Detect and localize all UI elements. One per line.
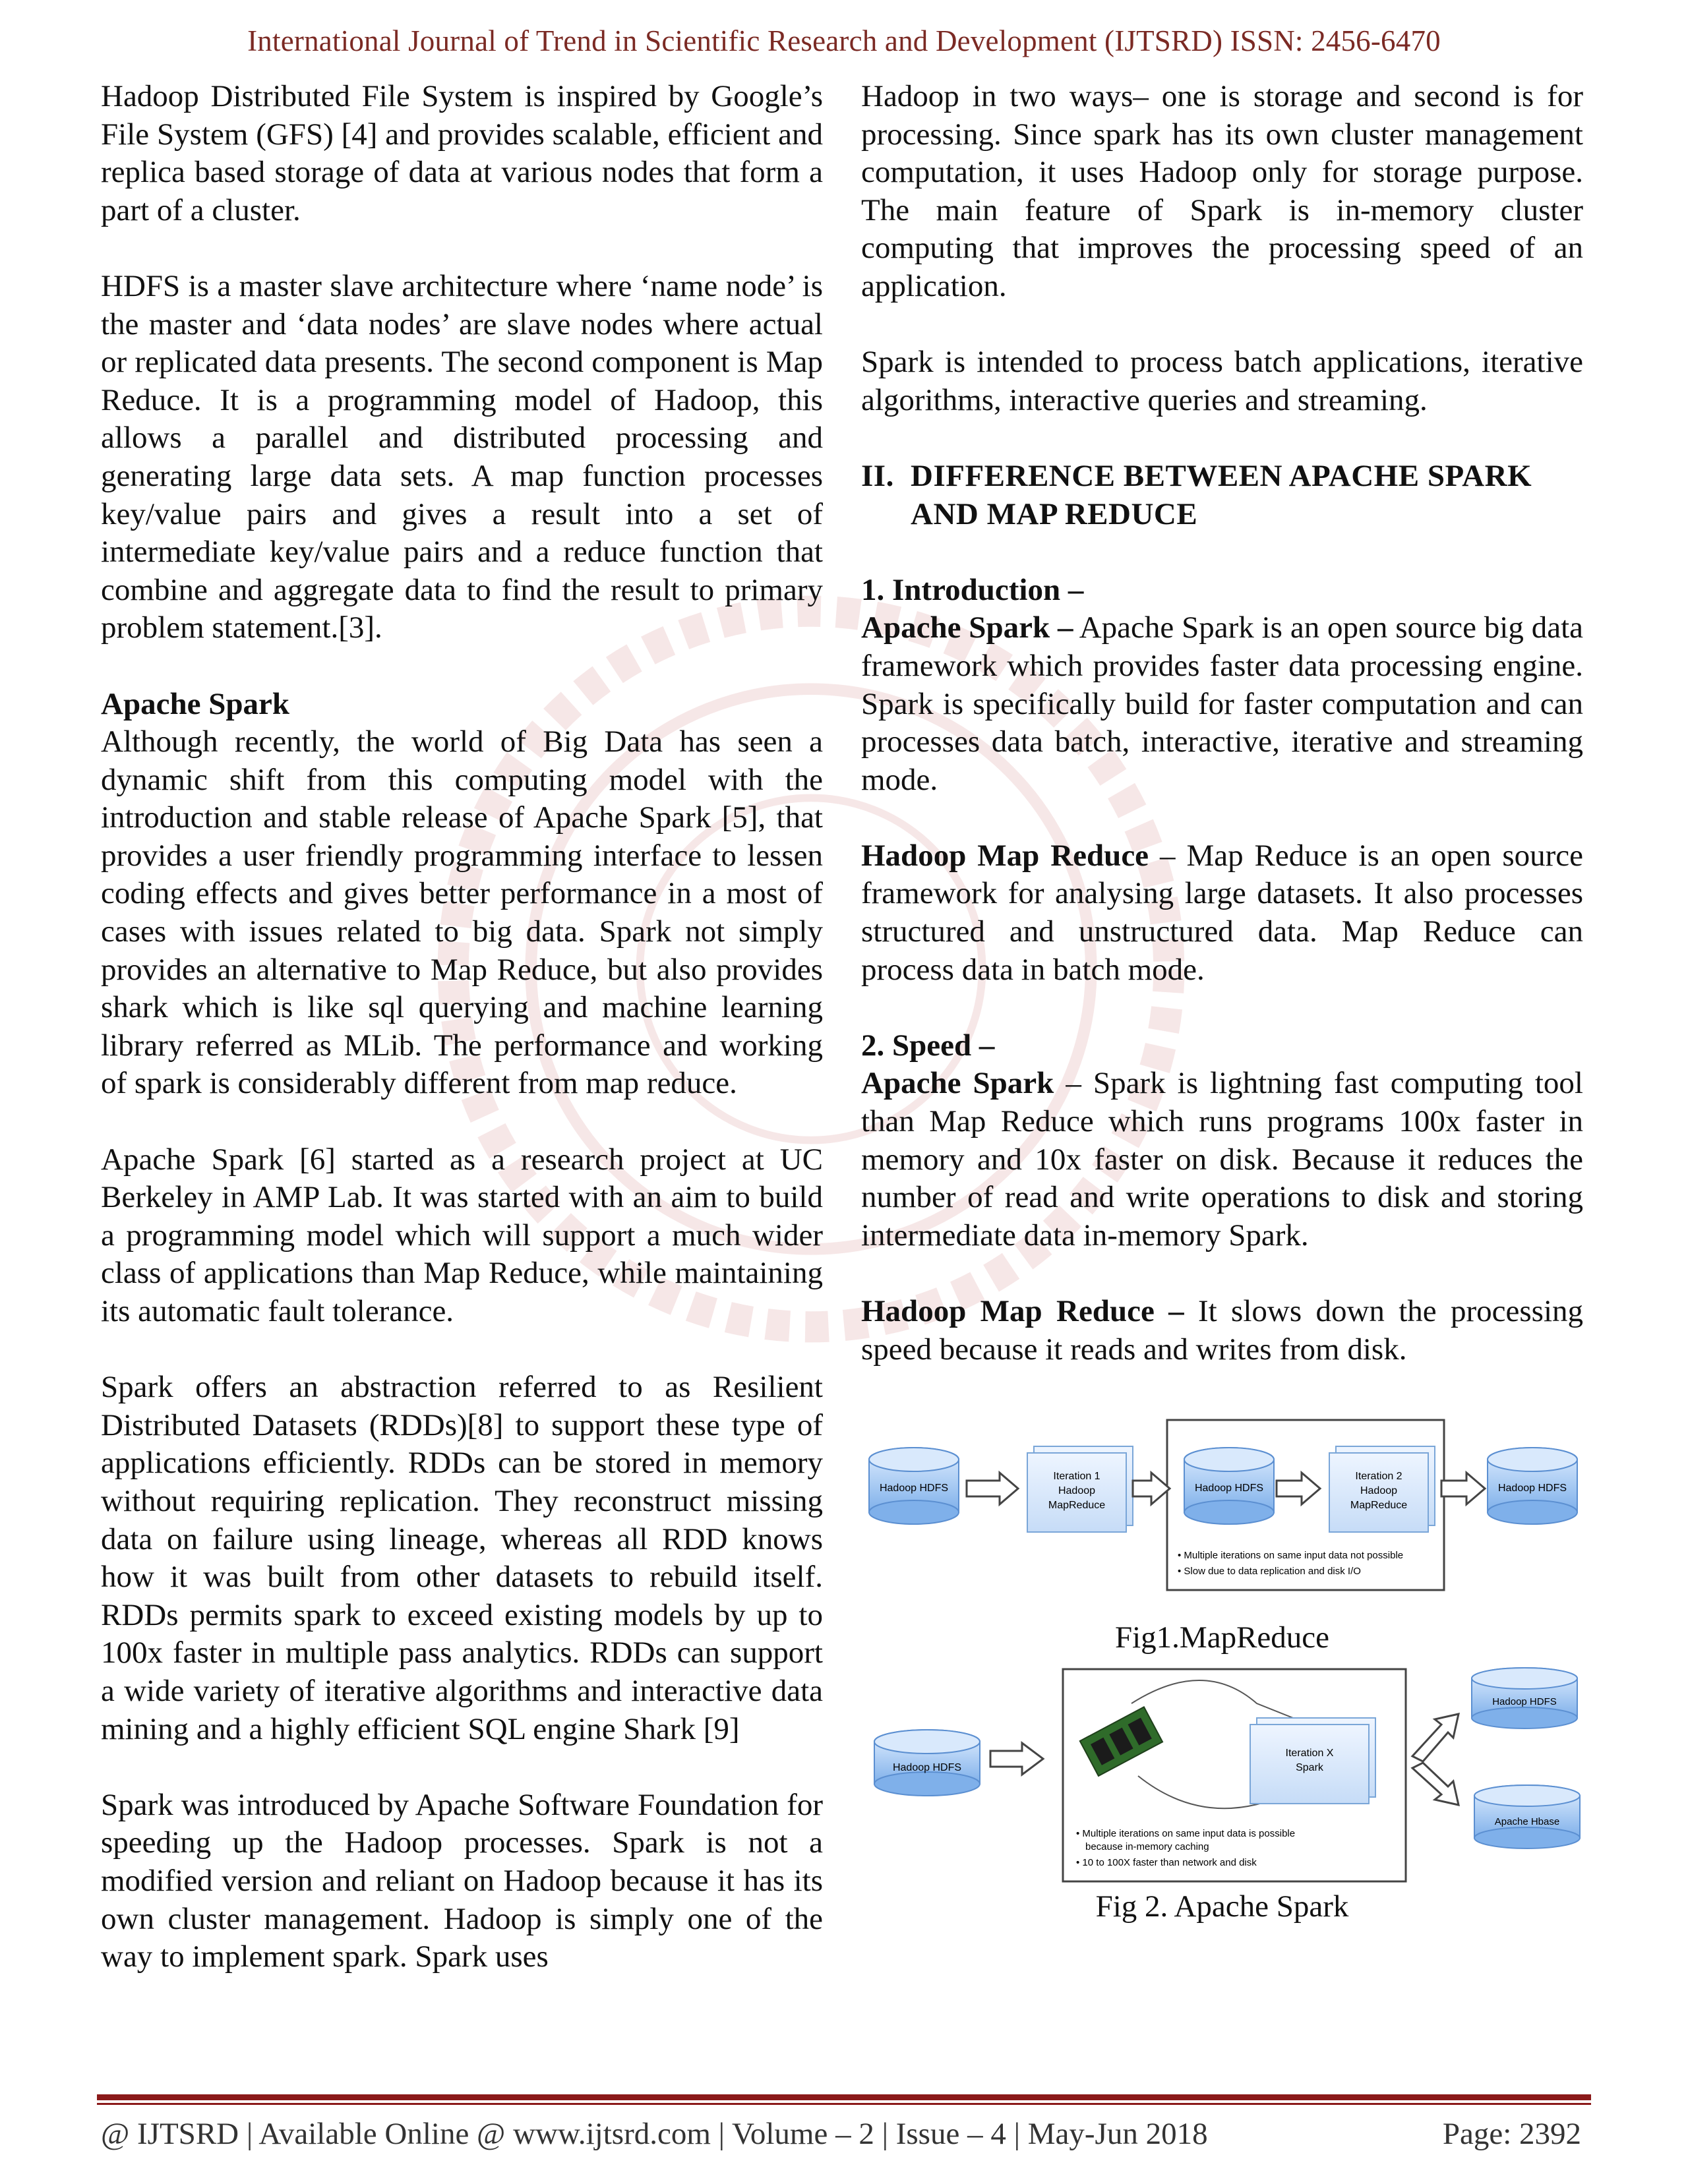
arrow-up-right-icon: [1412, 1714, 1459, 1761]
paragraph: HDFS is a master slave architecture where ‘name node’ is the master and ‘data nodes’ are slave nodes where actual or replicated data presents. The second component is Map Reduce. It is a programming model of Hadoop, this allows a parallel and distributed processing and generating large data sets. A map function processes key/value pairs and gives a result into a set of intermediate key/value pairs and a reduce function that combine and aggregate data to find the result to primary problem statement.[3].: [101, 268, 823, 645]
term-text: Apache Spark is an open source big data framework which provides faster data processing engine. Spark is specifically build for faster computation and can processes data batch, interactive, iterative and streaming mode.: [861, 610, 1583, 797]
hdfs-cylinder-icon: [869, 1448, 959, 1524]
figure-note: • 10 to 100X faster than network and disk: [1076, 1856, 1257, 1868]
iteration-label: Spark: [1296, 1761, 1323, 1773]
hdfs-label: Hadoop HDFS: [1497, 1483, 1567, 1494]
arrow-right-icon: [967, 1473, 1018, 1504]
hdfs-cylinder-icon: [1488, 1448, 1577, 1524]
paragraph: Spark offers an abstraction referred to as Resilient Distributed Datasets (RDDs)[8] to support these type of applications efficiently. RDDs can be stored in memory without requiring replication. They reconstruct missing data on failure using lineage, whereas all RDD knows how it was built from other datasets to rebuild itself. RDDs permits spark to exceed existing models by up to 100x faster in multiple pass analytics. RDDs can support a wide variety of iterative algorithms and interactive data mining and a highly efficient SQL engine Shark [9]: [101, 1370, 823, 1746]
hdfs-label: Hadoop HDFS: [892, 1761, 962, 1773]
arrow-down-right-icon: [1412, 1763, 1459, 1805]
hdfs-label: Hadoop HDFS: [879, 1483, 949, 1494]
iteration-label: Iteration 1: [1053, 1471, 1100, 1483]
term-text: – Map Reduce is an open source framework for analysing large datasets. It also processes structured and unstructured data. Map Reduce can process data in batch mode.: [861, 838, 1583, 987]
figure-note: because in-memory caching: [1085, 1841, 1209, 1852]
paragraph: Although recently, the world of Big Data has seen a dynamic shift from this computing model with the introduction and stable release of Apache Spark [5], that provides a user friendly programming interface to lessen coding effects and gives better performance in a most of cases with issues related to big data. Spark not simply provides an alternative to Map Reduce, but also provides shark which is like sql querying and machine learning library referred as MLib. The performance and working of spark is considerably different from map reduce.: [101, 724, 823, 1101]
iteration-label: MapReduce: [1048, 1500, 1106, 1512]
subsection-heading: 1. Introduction –: [861, 572, 1084, 607]
figure-mapreduce: [861, 1415, 1583, 1657]
figure-caption: Fig1.MapReduce: [1114, 1620, 1330, 1655]
term-label: Hadoop Map Reduce: [861, 838, 1149, 873]
hbase-cylinder-icon: [1474, 1785, 1580, 1848]
paragraph: Hadoop in two ways– one is storage and second is for processing. Since spark has its own cluster management computation, it uses Hadoop only for storage purpose. The main feature of Spark is in-memory cluster computing that improves the processing speed of an application.: [861, 79, 1583, 303]
term-text: – Spark is lightning fast computing tool than Map Reduce which runs programs 100x faster in memory and 10x faster on disk. Because it reduces the number of read and write operations to disk and storing intermediate data in-memory Spark.: [861, 1066, 1583, 1253]
iteration-2-box: [1329, 1446, 1435, 1532]
right-column: [861, 78, 1583, 1926]
page-footer: [101, 2116, 1581, 2152]
figure-note: • Multiple iterations on same input data not possible: [1178, 1550, 1404, 1562]
arrow-right-icon: [990, 1743, 1043, 1775]
hbase-label: Apache Hbase: [1494, 1815, 1560, 1827]
iteration-label: Iteration 2: [1355, 1471, 1402, 1483]
hdfs-cylinder-icon: [874, 1730, 980, 1796]
footer-rule: [97, 2103, 1591, 2105]
section-heading: [861, 457, 1583, 533]
paragraph: [861, 609, 1583, 799]
arrow-right-icon: [1133, 1473, 1170, 1504]
page-number: Page: 2392: [1442, 2117, 1581, 2151]
paragraph: Apache Spark [6] started as a research project at UC Berkeley in AMP Lab. It was started with an aim to build a programming model which will support a much wider class of applications than Map Reduce, while maintaining its automatic fault tolerance.: [101, 1142, 823, 1328]
paragraph: Spark was introduced by Apache Software Foundation for speeding up the Hadoop processes. Spark is not a modified version and reliant on Hadoop because it has its own cluster management. Hadoop is simply one of the way to implement spark. Spark uses: [101, 1787, 823, 1974]
footer-rule: [97, 2094, 1591, 2100]
paragraph: [861, 837, 1583, 989]
iteration-1-box: [1027, 1446, 1133, 1532]
figure-note: • Slow due to data replication and disk I/O: [1178, 1566, 1361, 1578]
term-text: It slows down the processing speed because it reads and writes from disk.: [861, 1294, 1583, 1367]
term-label: Apache Spark –: [861, 610, 1073, 645]
mapreduce-diagram: [861, 1415, 1583, 1619]
iteration-label: Iteration X: [1285, 1747, 1334, 1759]
hdfs-label: Hadoop HDFS: [1492, 1696, 1557, 1707]
figure-apache-spark: [861, 1664, 1583, 1926]
subsection-heading: 2. Speed –: [861, 1028, 995, 1063]
iteration-label: Hadoop: [1058, 1485, 1096, 1497]
arrow-right-icon: [1441, 1473, 1485, 1504]
iteration-x-box: [1250, 1718, 1375, 1804]
iteration-label: MapReduce: [1350, 1500, 1408, 1512]
spark-diagram: [861, 1664, 1583, 1888]
journal-header: International Journal of Trend in Scientific Research and Development (IJTSRD) ISSN: 2456-6470: [247, 24, 1441, 57]
hdfs-cylinder-icon: [1472, 1668, 1577, 1728]
term-label: Hadoop Map Reduce –: [861, 1294, 1184, 1328]
figure-note: • Multiple iterations on same input data is possible: [1076, 1827, 1296, 1839]
paragraph: [861, 1065, 1583, 1254]
figure-caption: Fig 2. Apache Spark: [1095, 1889, 1349, 1924]
term-label: Apache Spark: [861, 1066, 1054, 1101]
hdfs-cylinder-icon: [1184, 1448, 1274, 1524]
section-number: II.: [861, 458, 894, 493]
paragraph: Hadoop Distributed File System is inspired by Google’s File System (GFS) [4] and provides scalable, efficient and replica based storage of data at various nodes that form a part of a cluster.: [101, 79, 823, 227]
section-title: DIFFERENCE BETWEEN APACHE SPARK AND MAP REDUCE: [911, 458, 1532, 531]
paragraph: Spark is intended to process batch applications, iterative algorithms, interactive queries and streaming.: [861, 345, 1583, 417]
hdfs-label: Hadoop HDFS: [1194, 1483, 1264, 1494]
iteration-label: Hadoop: [1360, 1485, 1398, 1497]
section-heading: Apache Spark: [101, 686, 289, 721]
footer-info: @ IJTSRD | Available Online @ www.ijtsrd.com | Volume – 2 | Issue – 4 | May-Jun 2018: [101, 2117, 1208, 2151]
left-column: [101, 78, 823, 1976]
paragraph: [861, 1293, 1583, 1369]
